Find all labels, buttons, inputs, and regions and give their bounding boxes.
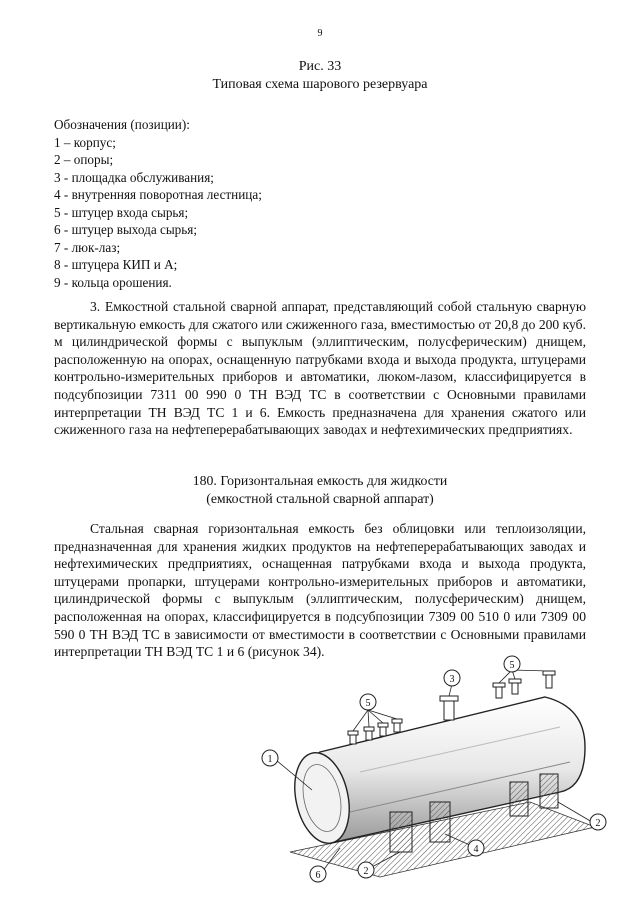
paragraph-180: Стальная сварная горизонтальная емкость без облицовки или теплоизоляции, предназначенная для хранения жидких продуктов на нефтеперерабатывающих заводах и нефтехимических предприятиях, оснащенная патрубками входа и выхода продукта, штуцерами пропарки, штуцерами контрольно-измерительных приборов и автоматики, цилиндрической формы с выпуклым (эллиптическим, полусферическим) днищем, расположенная на опорах, классифицируется в подсубпозиции 7309 00 510 0 или 7309 00 590 0 ТН ВЭД ТС в зависимости от вместимости в соответствии с Основными правилами интерпретации ТН ВЭД ТС 1 и 6 (рисунок 34). (54, 521, 586, 660)
legend-item: 6 - штуцер выхода сырья; (54, 222, 198, 237)
callout-5 (504, 656, 520, 672)
svg-text:3: 3 (449, 674, 455, 685)
callout-6 (310, 866, 326, 882)
svg-text:5: 5 (509, 660, 515, 671)
callout-2 (358, 862, 374, 878)
legend-item: 4 - внутренняя поворотная лестница; (54, 187, 262, 202)
figure-caption-block (0, 58, 640, 94)
svg-text:2: 2 (363, 866, 369, 877)
legend-item: 1 – корпус; (54, 134, 116, 150)
legend-item: 7 - люк-лаз; (54, 239, 121, 255)
svg-text:6: 6 (315, 870, 321, 881)
section-title-line2: (емкостной стальной сварной аппарат) (206, 491, 434, 506)
callout-5 (360, 694, 376, 710)
svg-text:4: 4 (473, 844, 479, 855)
section-title-line1: 180. Горизонтальная емкость для жидкости (192, 473, 448, 488)
section-heading (0, 472, 640, 508)
callout-1 (262, 750, 278, 766)
figure-caption: Типовая схема шарового резервуара (212, 77, 428, 92)
legend-item: 2 – опоры; (54, 152, 114, 167)
legend-item: 9 - кольца орошения. (54, 274, 172, 290)
legend-item: 8 - штуцера КИП и А; (54, 257, 178, 272)
svg-text:2: 2 (595, 818, 601, 829)
horizontal-tank-drawing (240, 652, 620, 892)
legend-block (54, 116, 262, 291)
legend-heading: Обозначения (позиции): (54, 117, 190, 132)
legend-item: 3 - площадка обслуживания; (54, 169, 214, 185)
callout-3 (444, 670, 460, 686)
svg-text:1: 1 (267, 754, 273, 765)
svg-text:5: 5 (365, 698, 371, 709)
figure-label: Рис. 33 (298, 59, 342, 74)
page-number: 9 (317, 28, 323, 39)
callout-4 (468, 840, 484, 856)
legend-item: 5 - штуцер входа сырья; (54, 204, 189, 220)
paragraph-3: 3. Емкостной стальной сварной аппарат, представляющий собой стальную сварную вертикальную емкость для сжатого или сжиженного газа, вместимостью от 20,8 до 200 куб. м цилиндрической формы с выпуклым (эллиптическим, полусферическим) днищем, расположенную на опорах, оснащенную патрубками входа и выхода продукта, штуцерами контрольно-измерительных приборов и автоматики, люком-лазом, классифицируется в подсубпозиции 7311 00 990 0 ТН ВЭД ТС в соответствии с Основными правилами интерпретации ТН ВЭД ТС 1 и 6. Емкость предназначена для хранения сжатого или сжиженного газа на нефтеперерабатывающих заводах и нефтехимических предприятиях. (54, 299, 586, 438)
callout-2 (590, 814, 606, 830)
